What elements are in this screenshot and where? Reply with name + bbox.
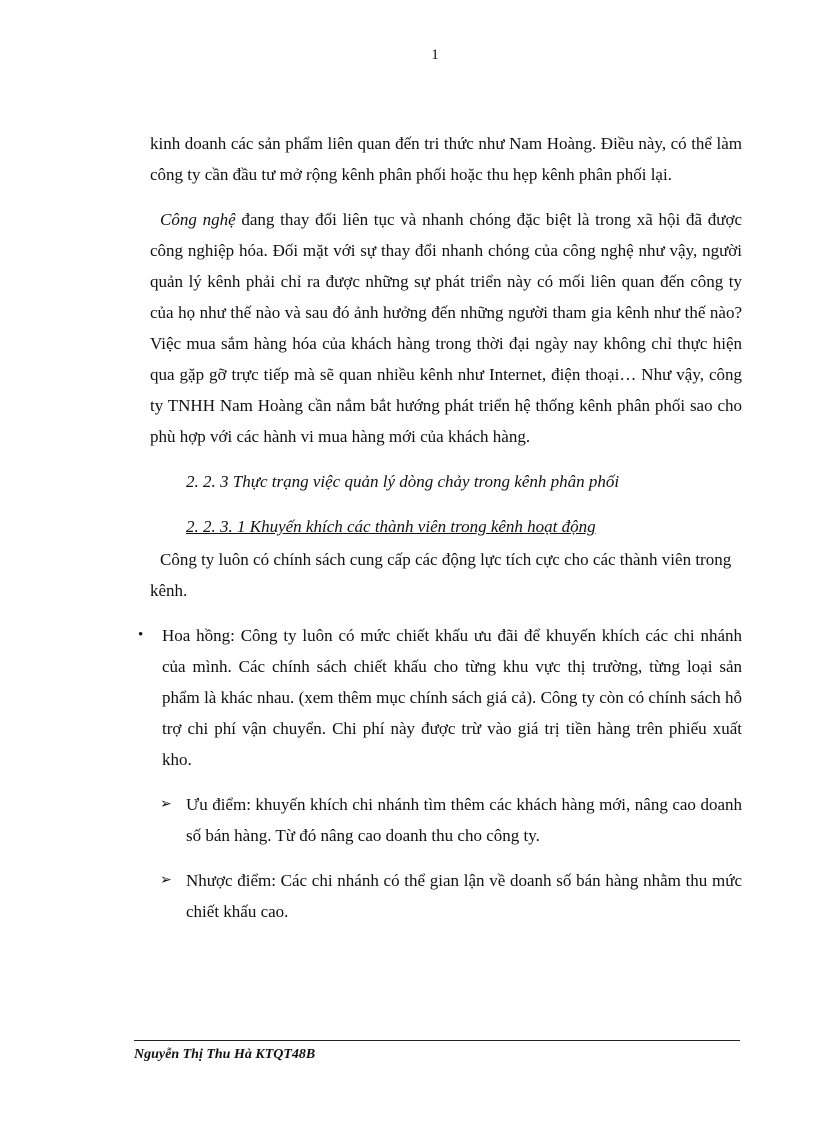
paragraph-2-lead: Công nghệ bbox=[160, 210, 236, 229]
arrow-icon: ➢ bbox=[160, 873, 172, 888]
sub-point-advantage bbox=[150, 789, 742, 851]
subsection-heading-2-2-3-1 bbox=[150, 511, 742, 542]
bullet-icon: • bbox=[138, 627, 144, 643]
paragraph-1: kinh doanh các sản phẩm liên quan đến tri thức như Nam Hoàng. Điều này, có thể làm công ty cần đầu tư mở rộng kênh phân phối hoặc thu hẹp kênh phân phối lại. bbox=[150, 134, 742, 184]
subsection-heading-text: 2. 2. 3. 1 Khuyến khích các thành viên trong kênh hoạt động bbox=[186, 517, 596, 536]
footer-divider bbox=[134, 1040, 740, 1041]
section-heading-2-2-3 bbox=[150, 466, 742, 497]
footer-author: Nguyễn Thị Thu Hà KTQT48B bbox=[134, 1047, 316, 1062]
page-number: 1 bbox=[431, 47, 439, 63]
bullet-text: Hoa hồng: Công ty luôn có mức chiết khấu ưu đãi để khuyến khích các chi nhánh của mình. Các chính sách chiết khấu cho từng khu vực thị trường, từng loại sản phẩm là khác nhau. (xem thêm mục chính sách giá cả). Công ty còn có chính sách hỗ trợ chi phí vận chuyển. Chi phí này được trừ vào giá trị tiền hàng trên phiếu xuất kho. bbox=[162, 626, 742, 769]
intro-paragraph: Công ty luôn có chính sách cung cấp các động lực tích cực cho các thành viên trong kênh. bbox=[150, 550, 732, 600]
sub-point-text: Ưu điểm: khuyến khích chi nhánh tìm thêm các khách hàng mới, nâng cao doanh số bán hàng. Từ đó nâng cao doanh thu cho công ty. bbox=[186, 795, 742, 845]
paragraph-2 bbox=[150, 204, 742, 452]
bullet-item-commission bbox=[138, 620, 742, 775]
sub-point-text: Nhược điểm: Các chi nhánh có thể gian lận về doanh số bán hàng nhằm thu mức chiết khấu cao. bbox=[186, 871, 742, 921]
section-heading-text: 2. 2. 3 Thực trạng việc quản lý dòng chảy trong kênh phân phối bbox=[186, 472, 620, 491]
sub-point-disadvantage bbox=[150, 865, 742, 927]
arrow-icon: ➢ bbox=[160, 797, 172, 812]
paragraph-2-body: đang thay đổi liên tục và nhanh chóng đặc biệt là trong xã hội đã được công nghiệp hóa. Đối mặt với sự thay đổi nhanh chóng của công nghệ như vậy, người quản lý kênh phải chỉ ra được những sự phát triển này có mối liên quan đến công ty của họ như thế nào và sau đó ảnh hưởng đến những người tham gia kênh như thế nào? Việc mua sắm hàng hóa của khách hàng trong thời đại ngày nay không chỉ thực hiện qua gặp gỡ trực tiếp mà sẽ quan nhiều kênh như Internet, điện thoại… Như vậy, công ty TNHH Nam Hoàng cần nắm bắt hướng phát triển hệ thống kênh phân phối sao cho phù hợp với các hành vi mua hàng mới của khách hàng. bbox=[150, 210, 743, 446]
document-body bbox=[138, 128, 743, 941]
